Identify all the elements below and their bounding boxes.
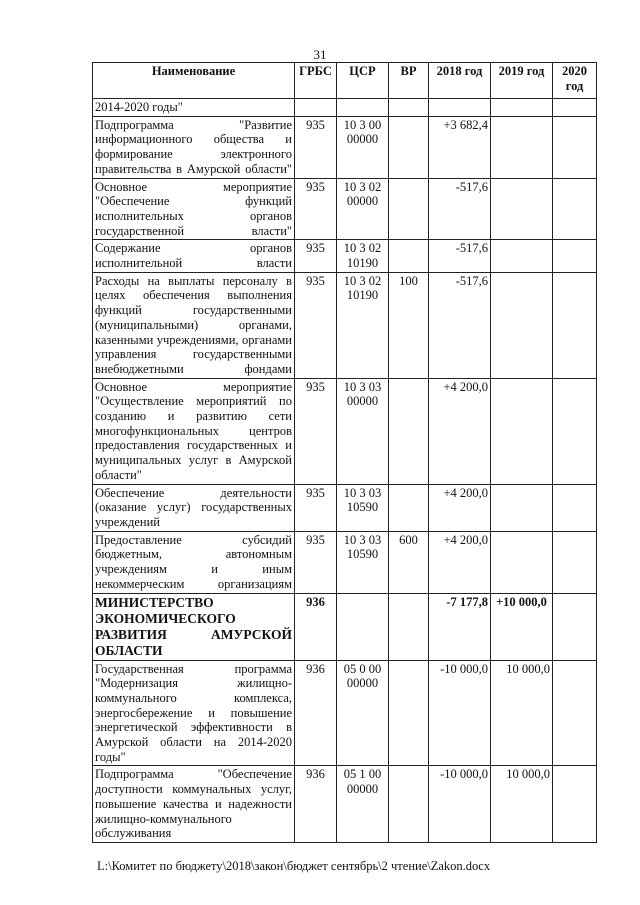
row-2018: -7 177,8 [429, 593, 491, 660]
row-2020 [553, 766, 597, 843]
row-csr [337, 593, 389, 660]
row-name: Основное мероприятие "Обеспечение функций исполнительных органов государственной власти" [93, 178, 295, 240]
row-csr: 10 3 03 10590 [337, 531, 389, 593]
row-name: Подпрограмма "Развитие информационного общества и формирование электронного правительства в Амурской области" [93, 116, 295, 178]
table-row-continuation [93, 99, 597, 117]
row-name: Расходы на выплаты персоналу в целях обеспечения выполнения функций государственными (муниципальными) органами, казенными учреждениями, органами управления государственными внебюджетными фондами [93, 272, 295, 378]
row-grbs: 935 [295, 378, 337, 484]
row-csr: 10 3 03 00000 [337, 378, 389, 484]
row-2020 [553, 593, 597, 660]
row-2020 [553, 484, 597, 531]
row-2019 [491, 531, 553, 593]
table-row-ministry [93, 593, 597, 660]
row-name: Государственная программа "Модернизация жилищно-коммунального комплекса, энергосбережение и повышение энергетической эффективности в Амурской области на 2014-2020 годы" [93, 660, 295, 766]
row-grbs: 936 [295, 766, 337, 843]
row-csr: 10 3 00 00000 [337, 116, 389, 178]
header-2018: 2018 год [429, 63, 491, 99]
header-grbs: ГРБС [295, 63, 337, 99]
row-name: Подпрограмма "Обеспечение доступности коммунальных услуг, повышение качества и надежности жилищно-коммунального обслуживания [93, 766, 295, 843]
row-grbs: 935 [295, 531, 337, 593]
row-name: МИНИСТЕРСТВО ЭКОНОМИЧЕСКОГО РАЗВИТИЯ АМУРСКОЙ ОБЛАСТИ [93, 593, 295, 660]
row-vr [389, 766, 429, 843]
row-2019 [491, 378, 553, 484]
row-vr [389, 660, 429, 766]
row-vr: 600 [389, 531, 429, 593]
row-2018: -517,6 [429, 272, 491, 378]
footer-file-path: L:\Комитет по бюджету\2018\закон\бюджет сентябрь\2 чтение\Zakon.docx [97, 859, 491, 873]
table-row [93, 240, 597, 272]
row-2019: 10 000,0 [491, 660, 553, 766]
row-2019: +10 000,0 [491, 593, 553, 660]
table-header-row [93, 63, 597, 99]
table-row [93, 378, 597, 484]
row-name: Содержание органов исполнительной власти [93, 240, 295, 272]
header-2019: 2019 год [491, 63, 553, 99]
row-csr: 05 0 00 00000 [337, 660, 389, 766]
row-2020 [553, 178, 597, 240]
row-vr [389, 484, 429, 531]
row-grbs: 935 [295, 272, 337, 378]
row-2018: +4 200,0 [429, 531, 491, 593]
row-2018: -10 000,0 [429, 660, 491, 766]
row-vr [389, 178, 429, 240]
row-vr [389, 116, 429, 178]
row-grbs: 936 [295, 593, 337, 660]
row-vr [389, 593, 429, 660]
header-csr: ЦСР [337, 63, 389, 99]
row-grbs: 936 [295, 660, 337, 766]
row-grbs: 935 [295, 240, 337, 272]
row-2019 [491, 272, 553, 378]
row-vr: 100 [389, 272, 429, 378]
row-2020 [553, 240, 597, 272]
row-csr: 05 1 00 00000 [337, 766, 389, 843]
row-2018: +4 200,0 [429, 484, 491, 531]
table-row [93, 766, 597, 843]
row-csr: 10 3 03 10590 [337, 484, 389, 531]
row-2019 [491, 116, 553, 178]
row-name: Обеспечение деятельности (оказание услуг) государственных учреждений [93, 484, 295, 531]
continuation-cell: 2014-2020 годы" [93, 99, 295, 117]
row-vr [389, 378, 429, 484]
row-name: Основное мероприятие "Осуществление мероприятий по созданию и развитию сети многофункциональных центров предоставления государственных и муниципальных услуг в Амурской области" [93, 378, 295, 484]
row-2020 [553, 378, 597, 484]
row-2019 [491, 240, 553, 272]
header-vr: ВР [389, 63, 429, 99]
row-2018: +3 682,4 [429, 116, 491, 178]
header-name: Наименование [93, 63, 295, 99]
table-row [93, 116, 597, 178]
row-2018: -10 000,0 [429, 766, 491, 843]
row-2019 [491, 484, 553, 531]
row-2020 [553, 660, 597, 766]
row-vr [389, 240, 429, 272]
table-row [93, 484, 597, 531]
table-row [93, 178, 597, 240]
row-csr: 10 3 02 00000 [337, 178, 389, 240]
row-2018: -517,6 [429, 178, 491, 240]
header-2020: 2020 год [553, 63, 597, 99]
row-name: Предоставление субсидий бюджетным, автономным учреждениям и иным некоммерческим организациям [93, 531, 295, 593]
row-2018: -517,6 [429, 240, 491, 272]
page-number: 31 [313, 47, 327, 62]
row-grbs: 935 [295, 178, 337, 240]
row-2020 [553, 531, 597, 593]
row-2018: +4 200,0 [429, 378, 491, 484]
row-csr: 10 3 02 10190 [337, 240, 389, 272]
row-grbs: 935 [295, 116, 337, 178]
table-row [93, 272, 597, 378]
row-2019: 10 000,0 [491, 766, 553, 843]
row-2020 [553, 116, 597, 178]
row-2019 [491, 178, 553, 240]
row-grbs: 935 [295, 484, 337, 531]
table-row [93, 660, 597, 766]
row-2020 [553, 272, 597, 378]
budget-table [92, 62, 597, 843]
row-csr: 10 3 02 10190 [337, 272, 389, 378]
table-row [93, 531, 597, 593]
